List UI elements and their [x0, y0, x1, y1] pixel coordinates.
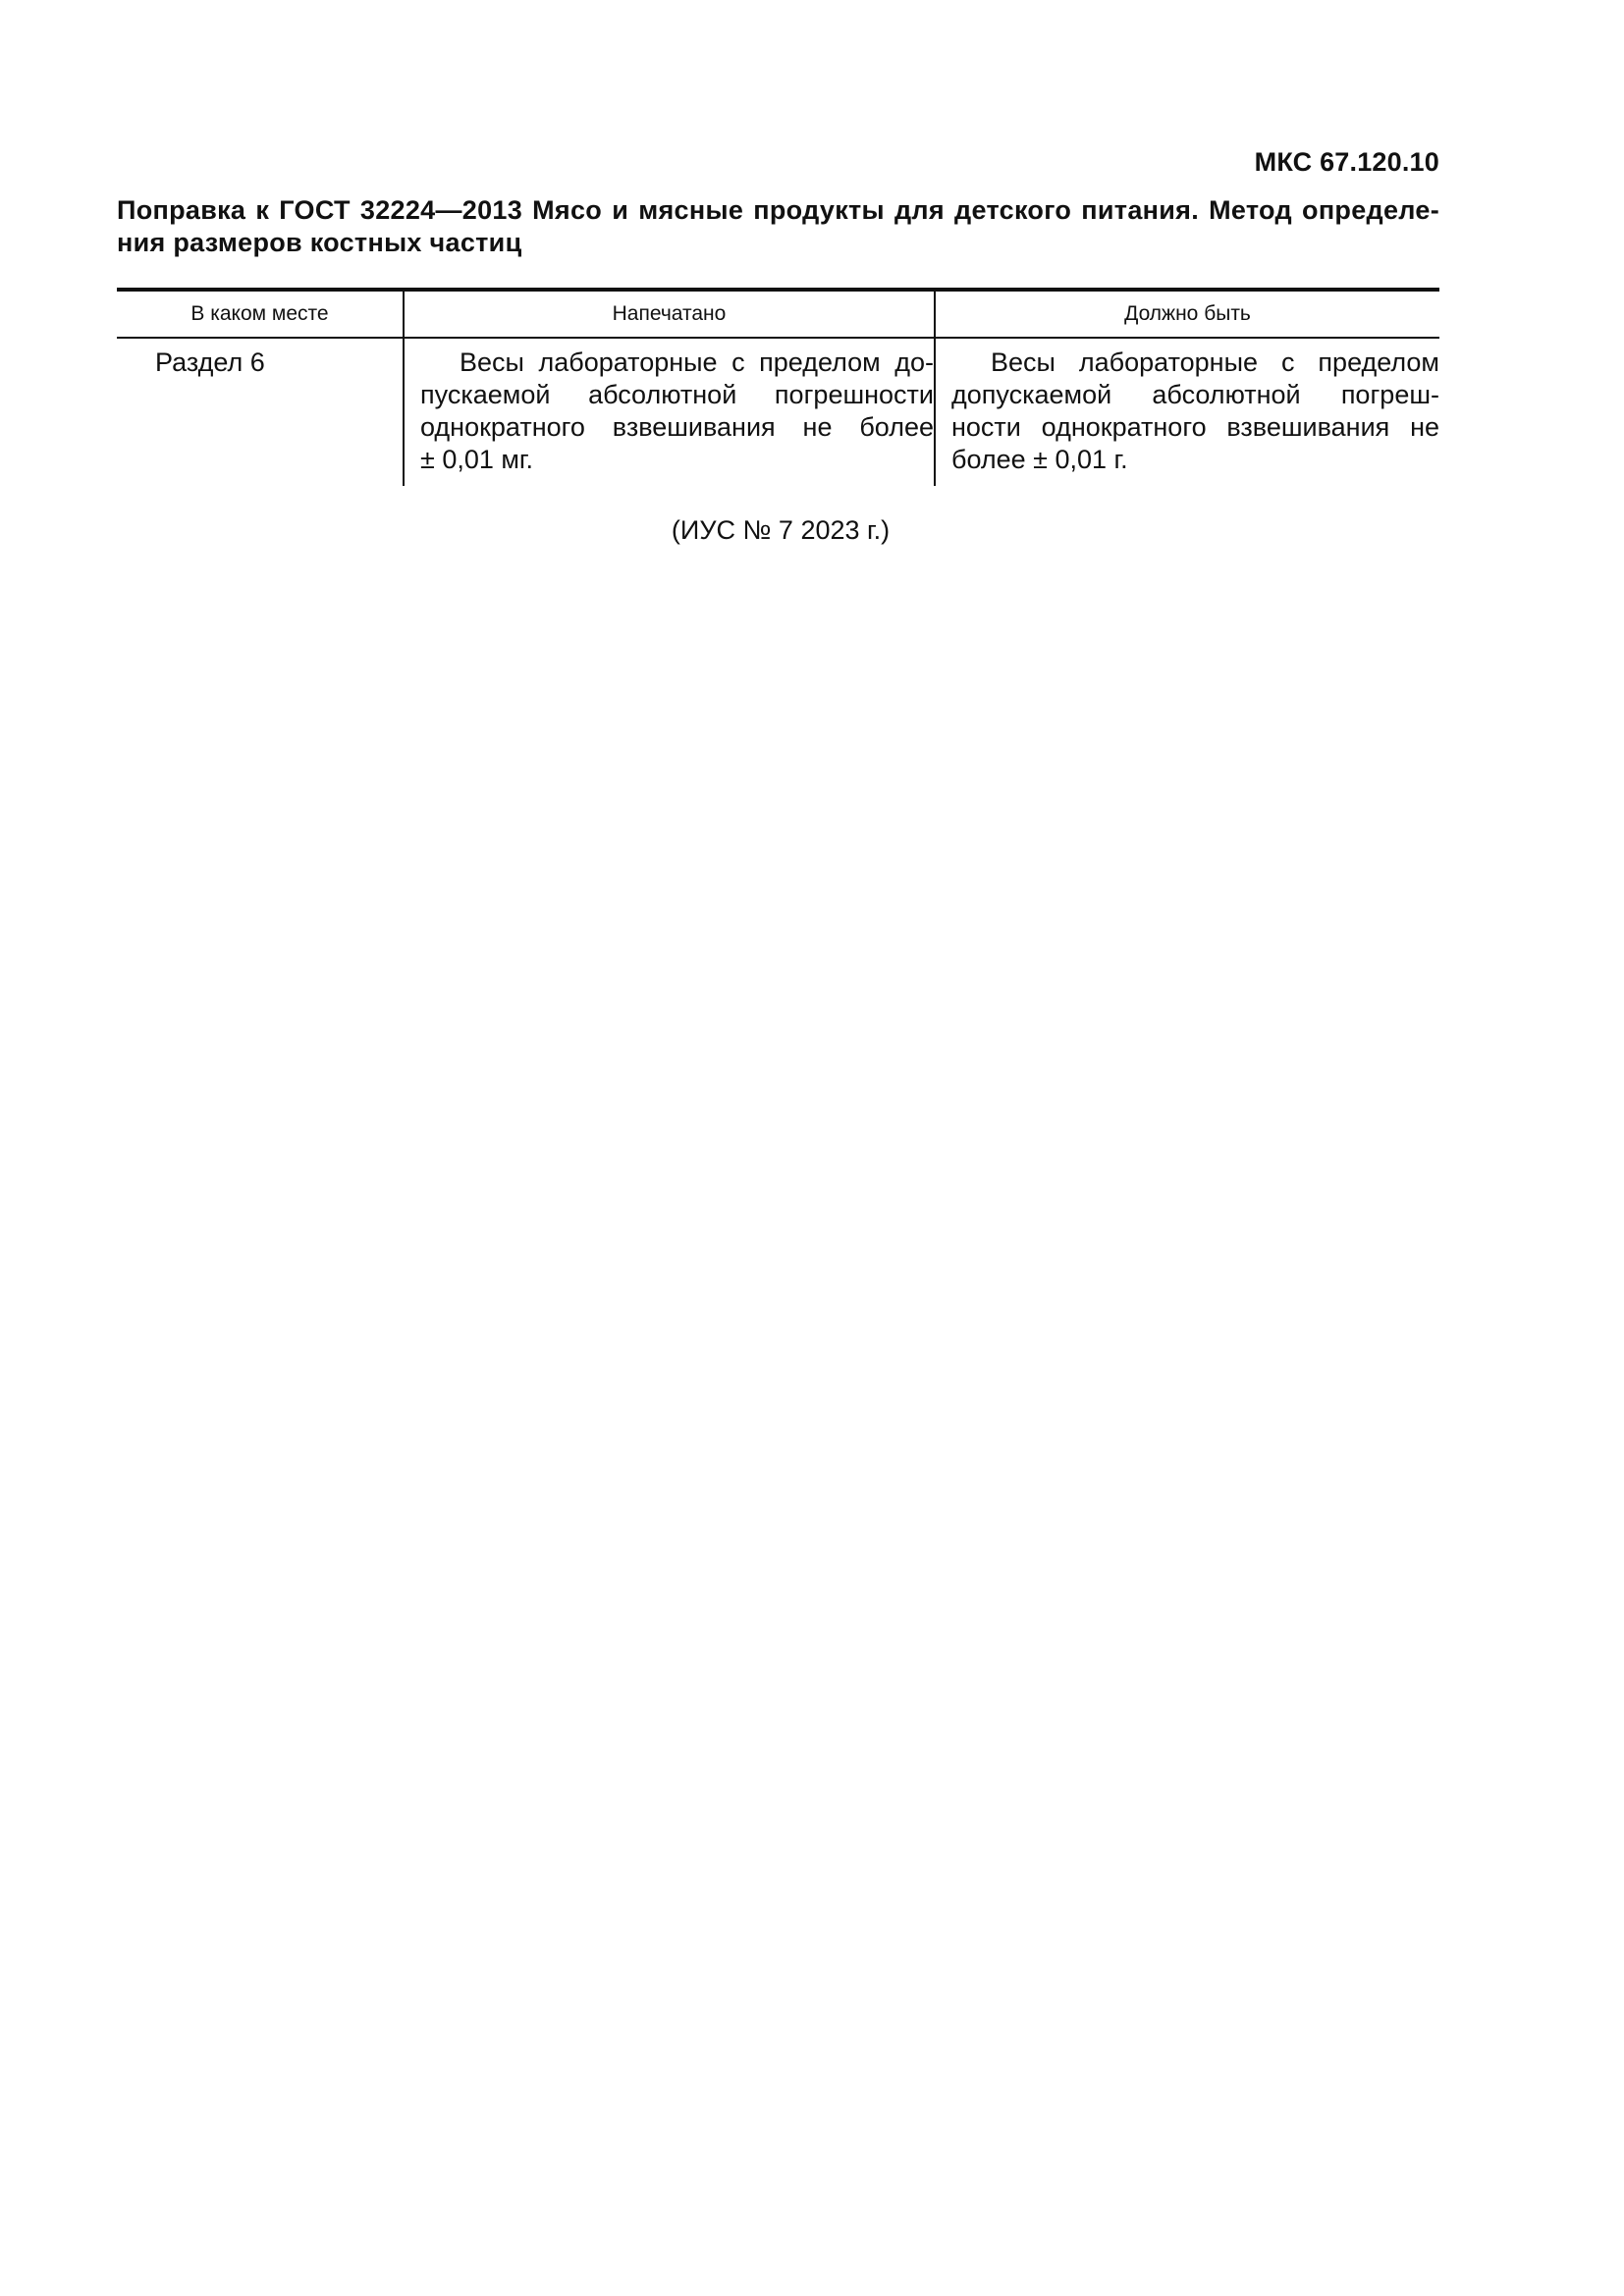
column-header-should-be: Должно быть: [935, 290, 1439, 338]
printed-line: пускаемой абсолютной погрешности: [420, 380, 934, 409]
printed-line: однократного взвешивания не более: [420, 412, 934, 442]
cell-printed: [404, 338, 935, 486]
should-be-line: допускаемой абсолютной погреш-: [951, 380, 1439, 409]
printed-line: ± 0,01 мг.: [420, 445, 533, 474]
table-row: [117, 338, 1439, 486]
should-be-line: ности однократного взвешивания не: [951, 412, 1439, 442]
document-title-line-2: ния размеров костных частиц: [117, 228, 522, 257]
cell-should-be: [935, 338, 1439, 486]
table-header-row: [117, 290, 1439, 338]
classification-code: МКС 67.120.10: [1254, 147, 1439, 177]
printed-line: Весы лабораторные с пределом до-: [460, 347, 934, 377]
column-header-printed: Напечатано: [404, 290, 935, 338]
should-be-line: более ± 0,01 г.: [951, 445, 1128, 474]
publication-source: (ИУС № 7 2023 г.): [671, 515, 891, 545]
should-be-line: Весы лабораторные с пределом: [991, 347, 1439, 377]
column-header-place: В каком месте: [117, 290, 404, 338]
document-title: [117, 194, 1439, 259]
document-title-line-1: Поправка к ГОСТ 32224—2013 Мясо и мясные продукты для детского питания. Метод определе-: [117, 195, 1439, 225]
correction-table: [117, 288, 1439, 486]
cell-place: Раздел 6: [155, 347, 265, 377]
